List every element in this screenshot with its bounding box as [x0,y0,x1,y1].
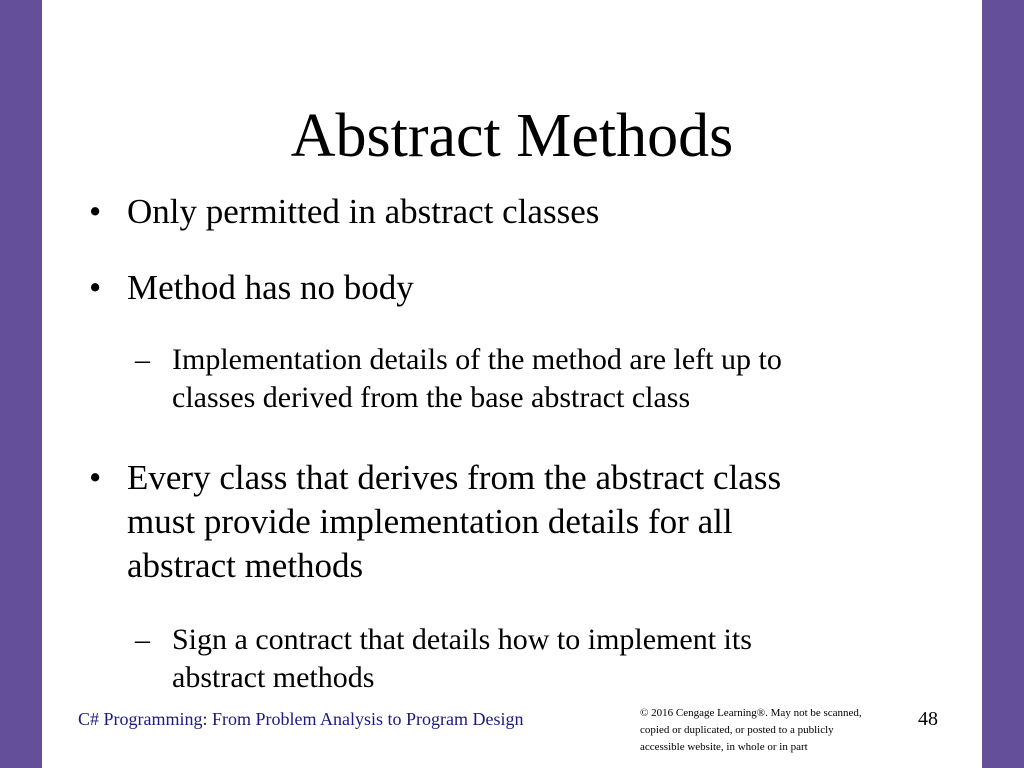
bullet-marker: • [89,192,102,231]
bullet-text: Only permitted in abstract classes [127,192,600,231]
dash-marker: – [135,623,150,656]
bullet-text-line: abstract methods [127,546,364,585]
sub-bullet-line: abstract methods [172,661,375,694]
bullet-item [89,190,927,234]
sub-bullet-item [135,341,932,417]
bullet-text-line: must provide implementation details for all [127,502,733,541]
bullet-item [89,266,927,310]
copyright-line: copied or duplicated, or posted to a publicly [640,724,834,736]
bullet-marker: • [89,268,102,307]
sub-bullet-line: classes derived from the base abstract class [172,381,691,414]
sub-bullet-item [135,621,932,697]
dash-marker: – [135,343,150,376]
copyright-line: © 2016 Cengage Learning®. May not be scanned, [640,707,862,719]
footer-book-title: C# Programming: From Problem Analysis to Program Design [78,709,524,729]
bullet-text-line: Every class that derives from the abstract class [127,458,782,497]
sub-bullet-line: Sign a contract that details how to implement its [172,623,752,656]
bullet-item [89,456,927,588]
footer-copyright [640,705,890,756]
slide-title: Abstract Methods [290,102,734,170]
copyright-line: accessible website, in whole or in part [640,741,808,753]
bullet-marker: • [89,458,102,497]
sub-bullet-line: Implementation details of the method are left up to [172,343,782,376]
bullet-text: Method has no body [127,268,414,307]
page-number: 48 [918,708,938,730]
